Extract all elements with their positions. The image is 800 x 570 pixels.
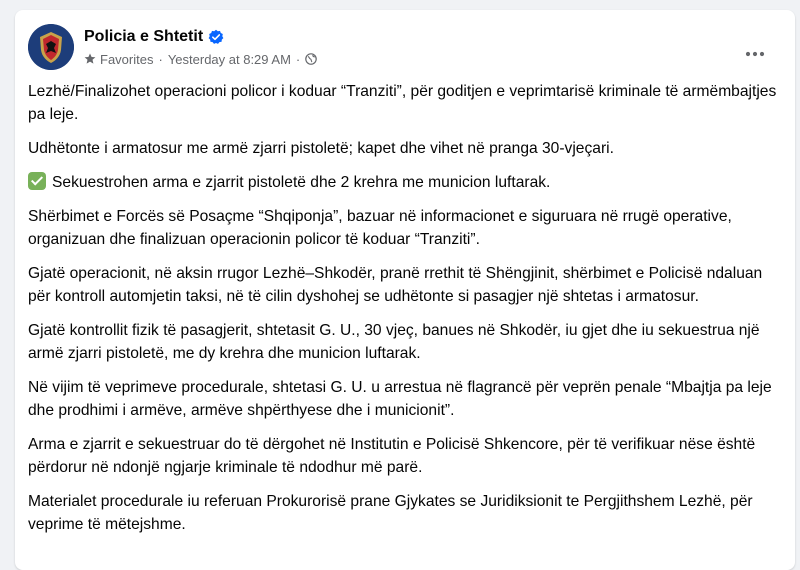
- post-card: [15, 10, 795, 570]
- post-paragraph: Shërbimet e Forcës së Posaçme “Shqiponja”, bazuar në informacionet e siguruara në rrugë operative, organizuan dhe finalizuan operacionin policor të koduar “Tranziti”.: [28, 208, 732, 248]
- post-paragraph: Gjatë operacionit, në aksin rrugor Lezhë–Shkodër, pranë rrethit të Shëngjinit, shërbimet e Policisë ndaluan për kontroll automjetin taksi, në të cilin dyshohej se udhëtonte si pasagjer një shtetas i armatosur.: [28, 265, 763, 305]
- post-paragraph: Gjatë kontrollit fizik të pasagjerit, shtetasit G. U., 30 vjeç, banues në Shkodër, iu gjet dhe iu sekuestrua një armë zjarri pistoletë, me dy krehra dhe municion luftarak.: [28, 322, 760, 362]
- verified-badge-icon: [208, 29, 224, 45]
- more-options-button[interactable]: [737, 36, 773, 72]
- audience-label[interactable]: Favorites: [100, 51, 154, 67]
- globe-icon[interactable]: [305, 53, 317, 65]
- post-paragraph: Materialet procedurale iu referuan Prokurorisë prane Gjykates se Juridiksionit te Pergjithshem Lezhë, për veprime të mëtejshme.: [28, 493, 753, 533]
- more-dots-icon: [745, 51, 765, 57]
- post-body: [28, 80, 783, 547]
- post-paragraph: Arma e zjarrit e sekuestruar do të dërgohet në Institutin e Policisë Shkencore, për të verifikuar nëse është përdorur në ndonjë ngjarje kriminale të ndodhur më parë.: [28, 436, 756, 476]
- post-paragraph: Udhëtonte i armatosur me armë zjarri pistoletë; kapet dhe vihet në pranga 30-vjeçari.: [28, 140, 614, 157]
- check-mark-emoji: [28, 172, 46, 190]
- page-avatar[interactable]: [28, 24, 74, 70]
- post-paragraph: Në vijim të veprimeve procedurale, shtetasi G. U. u arrestua në flagrancë për veprën penale “Mbajtja pa leje dhe prodhimi i armëve, armëve shpërthyese dhe i municionit”.: [28, 379, 772, 419]
- page-name[interactable]: Policia e Shtetit: [84, 28, 204, 45]
- meta-separator: ·: [158, 51, 163, 67]
- page-name-row: [84, 26, 224, 48]
- post-paragraph-text: Sekuestrohen arma e zjarrit pistoletë dhe 2 krehra me municion luftarak.: [52, 174, 551, 191]
- star-icon: [84, 53, 96, 65]
- post-meta: [84, 50, 317, 68]
- post-paragraph-with-check: [28, 171, 783, 194]
- post-header: [28, 24, 783, 72]
- post-timestamp[interactable]: Yesterday at 8:29 AM: [167, 51, 291, 67]
- post-paragraph: Lezhë/Finalizohet operacioni policor i koduar “Tranziti”, për goditjen e veprimtarisë kriminale të armëmbajtjes pa leje.: [28, 83, 777, 123]
- meta-separator-2: ·: [295, 51, 301, 67]
